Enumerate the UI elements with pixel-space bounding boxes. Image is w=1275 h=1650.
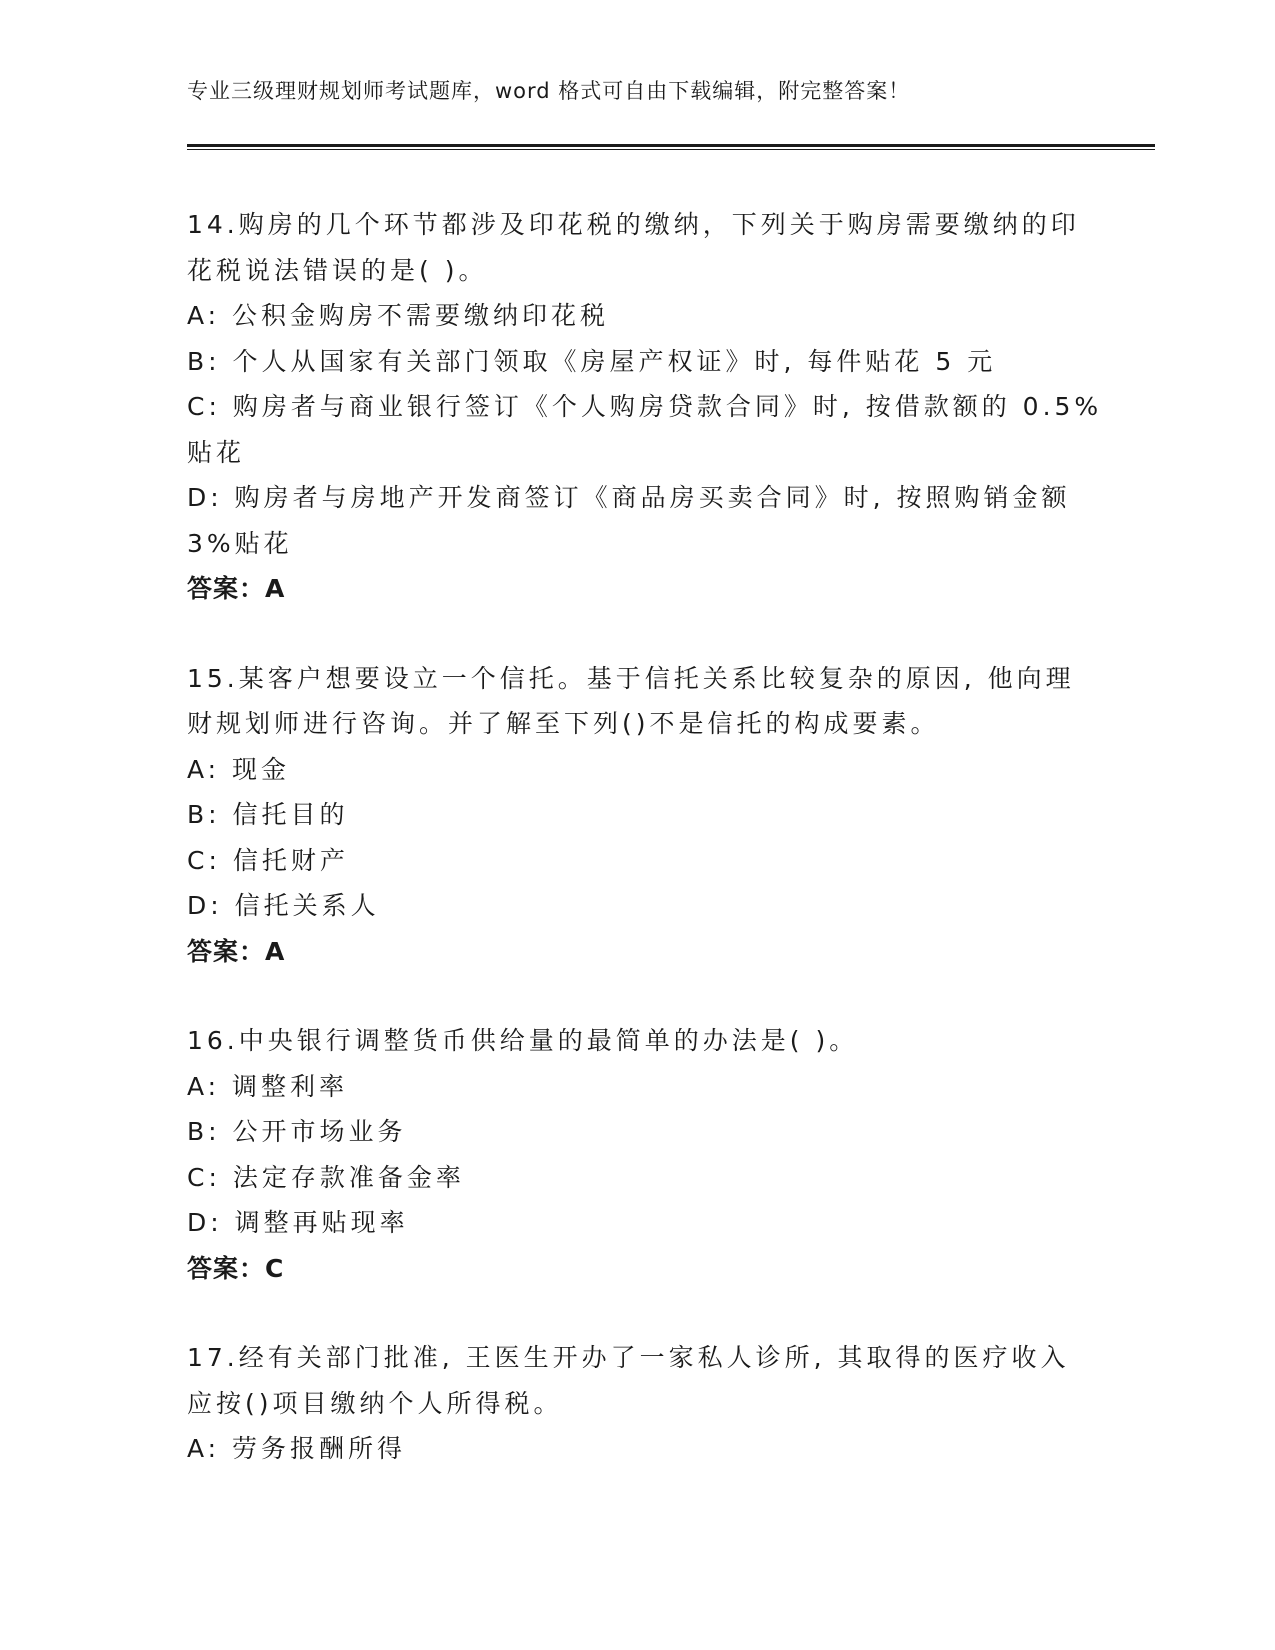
header-divider bbox=[187, 144, 1155, 150]
option-b: B: 个人从国家有关部门领取《房屋产权证》时, 每件贴花 5 元 bbox=[187, 346, 997, 376]
option-a: A: 调整利率 bbox=[187, 1071, 349, 1101]
option-d-continued: 3%贴花 bbox=[187, 528, 293, 558]
question-stem-line: 花税说法错误的是( )。 bbox=[187, 255, 488, 285]
question-14 bbox=[187, 202, 1103, 612]
option-d: D: 购房者与房地产开发商签订《商品房买卖合同》时, 按照购销金额 bbox=[187, 483, 1071, 512]
question-stem-line: 14.购房的几个环节都涉及印花税的缴纳，下列关于购房需要缴纳的印 bbox=[187, 210, 1080, 239]
question-stem-line: 财规划师进行咨询。并了解至下列()不是信托的构成要素。 bbox=[187, 709, 940, 738]
question-stem-line: 应按()项目缴纳个人所得税。 bbox=[187, 1388, 563, 1418]
option-c: C: 购房者与商业银行签订《个人购房贷款合同》时, 按借款额的 0.5% bbox=[187, 392, 1103, 421]
option-b: B: 信托目的 bbox=[187, 800, 349, 829]
question-list bbox=[187, 202, 1103, 1516]
answer-label: 答案：C bbox=[187, 1253, 285, 1283]
question-16 bbox=[187, 1018, 1087, 1291]
option-c: C: 法定存款准备金率 bbox=[187, 1162, 465, 1192]
option-c: C: 信托财产 bbox=[187, 845, 349, 875]
page-header: 专业三级理财规划师考试题库，word 格式可自由下载编辑，附完整答案！ bbox=[187, 79, 911, 103]
option-a: A: 劳务报酬所得 bbox=[187, 1434, 407, 1463]
question-17 bbox=[187, 1335, 1087, 1472]
question-15 bbox=[187, 656, 1087, 975]
option-d: D: 调整再贴现率 bbox=[187, 1208, 409, 1237]
option-a: A: 现金 bbox=[187, 754, 291, 784]
question-stem-line: 17.经有关部门批准, 王医生开办了一家私人诊所, 其取得的医疗收入 bbox=[187, 1343, 1070, 1372]
question-stem-line: 16.中央银行调整货币供给量的最简单的办法是( )。 bbox=[187, 1026, 859, 1055]
question-stem-line: 15.某客户想要设立一个信托。基于信托关系比较复杂的原因, 他向理 bbox=[187, 663, 1075, 693]
option-b: B: 公开市场业务 bbox=[187, 1117, 407, 1146]
answer-label: 答案：A bbox=[187, 936, 286, 966]
option-a: A: 公积金购房不需要缴纳印花税 bbox=[187, 301, 610, 330]
option-c-continued: 贴花 bbox=[187, 437, 246, 467]
answer-label: 答案：A bbox=[187, 574, 286, 603]
option-d: D: 信托关系人 bbox=[187, 891, 380, 920]
